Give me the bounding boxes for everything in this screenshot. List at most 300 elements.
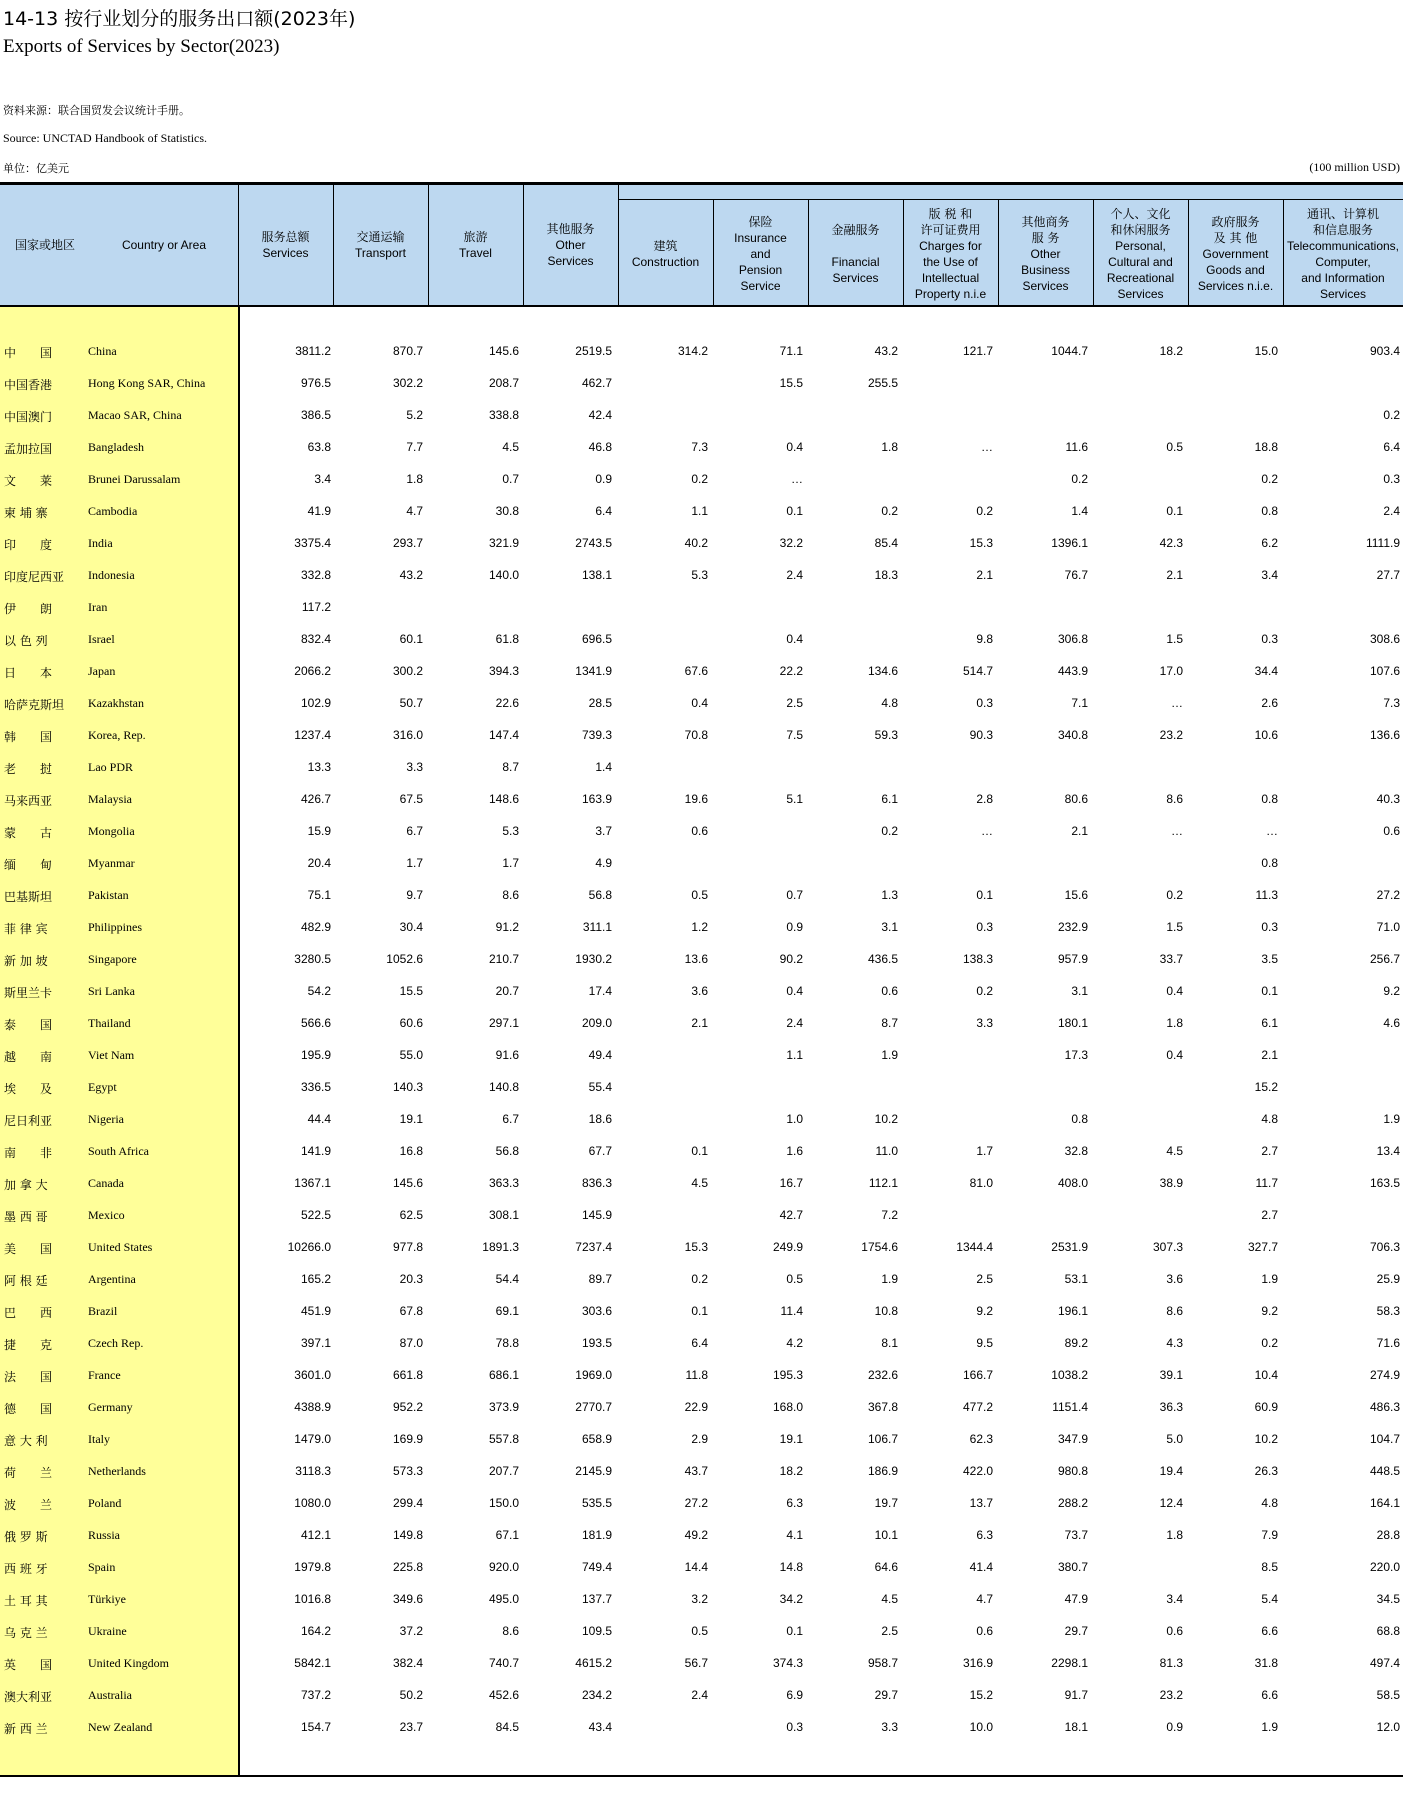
value-cell: 10.1: [874, 1528, 898, 1542]
value-cell: 81.0: [969, 1176, 993, 1190]
value-cell: 6.1: [881, 792, 898, 806]
value-cell: 0.3: [976, 696, 993, 710]
value-cell: 0.5: [691, 1624, 708, 1638]
header-travel: 旅游 Travel: [459, 230, 492, 260]
value-cell: 557.8: [488, 1432, 519, 1446]
value-cell: 138.1: [581, 568, 612, 582]
value-cell: 4.8: [881, 696, 898, 710]
value-cell: 209.0: [581, 1016, 612, 1030]
value-cell: 6.3: [976, 1528, 993, 1542]
value-cell: 1.9: [1261, 1272, 1278, 1286]
value-cell: 6.7: [502, 1112, 519, 1126]
country-name-en: Brunei Darussalam: [88, 472, 181, 486]
country-name-cn: 德 国: [4, 1402, 53, 1416]
value-cell: 0.1: [786, 1624, 803, 1638]
value-cell: 0.4: [786, 632, 803, 646]
table-row: [0, 1584, 1403, 1616]
value-cell: 4.7: [976, 1592, 993, 1606]
value-cell: 3.3: [881, 1720, 898, 1734]
value-cell: 451.9: [300, 1304, 331, 1318]
value-cell: 952.2: [392, 1400, 423, 1414]
value-cell: 9.2: [1261, 1304, 1278, 1318]
table-row: [0, 1552, 1403, 1584]
value-cell: 54.4: [495, 1272, 519, 1286]
value-cell: 1.9: [1383, 1112, 1400, 1126]
value-cell: 18.8: [1254, 440, 1278, 454]
value-cell: 0.1: [1261, 984, 1278, 998]
value-cell: 397.1: [300, 1336, 331, 1350]
value-cell: 3.5: [1261, 952, 1278, 966]
value-cell: 0.5: [691, 888, 708, 902]
table-row: [0, 1040, 1403, 1072]
country-name-en: New Zealand: [88, 1720, 153, 1734]
value-cell: 0.6: [881, 984, 898, 998]
value-cell: 56.8: [588, 888, 612, 902]
value-cell: 32.2: [779, 536, 803, 550]
value-cell: 394.3: [488, 664, 519, 678]
value-cell: 5.1: [786, 792, 803, 806]
header-other-services: 其他服务 Other Services: [546, 222, 595, 268]
value-cell: 249.9: [772, 1240, 803, 1254]
value-cell: 10.0: [969, 1720, 993, 1734]
value-cell: 19.1: [779, 1432, 803, 1446]
value-cell: 225.8: [392, 1560, 423, 1574]
value-cell: 2531.9: [1051, 1240, 1088, 1254]
table-row: [0, 1648, 1403, 1680]
table-row: [0, 912, 1403, 944]
value-cell: 426.7: [300, 792, 331, 806]
value-cell: 78.8: [495, 1336, 519, 1350]
table-row: [0, 688, 1403, 720]
value-cell: 2.9: [691, 1432, 708, 1446]
value-cell: 2.1: [1261, 1048, 1278, 1062]
value-cell: 4.5: [881, 1592, 898, 1606]
value-cell: 6.3: [786, 1496, 803, 1510]
value-cell: 422.0: [962, 1464, 993, 1478]
value-cell: 1111.9: [1365, 536, 1400, 550]
value-cell: 16.8: [399, 1144, 423, 1158]
country-name-cn: 菲 律 宾: [4, 922, 48, 936]
value-cell: 0.1: [691, 1304, 708, 1318]
value-cell: 2743.5: [575, 536, 612, 550]
value-cell: 67.5: [399, 792, 423, 806]
country-name-en: India: [88, 536, 113, 550]
value-cell: 980.8: [1057, 1464, 1088, 1478]
table-row: [0, 720, 1403, 752]
value-cell: 300.2: [392, 664, 423, 678]
table-row: [0, 1168, 1403, 1200]
value-cell: 0.8: [1261, 856, 1278, 870]
value-cell: 1.9: [881, 1272, 898, 1286]
value-cell: 0.3: [1261, 632, 1278, 646]
value-cell: 207.7: [488, 1464, 519, 1478]
country-name-cn: 印度尼西亚: [4, 570, 65, 584]
value-cell: 1052.6: [386, 952, 423, 966]
value-cell: 60.6: [399, 1016, 423, 1030]
value-cell: 47.9: [1064, 1592, 1088, 1606]
value-cell: 836.3: [581, 1176, 612, 1190]
value-cell: 316.0: [392, 728, 423, 742]
table-row: [0, 1456, 1403, 1488]
country-name-cn: 中国香港: [4, 378, 53, 392]
country-name-cn: 孟加拉国: [4, 442, 53, 456]
value-cell: 0.9: [595, 472, 612, 486]
value-cell: 443.9: [1057, 664, 1088, 678]
value-cell: 9.5: [976, 1336, 993, 1350]
value-cell: 832.4: [300, 632, 331, 646]
value-cell: 23.2: [1159, 1688, 1183, 1702]
value-cell: 522.5: [300, 1208, 331, 1222]
value-cell: 40.2: [684, 536, 708, 550]
value-cell: 19.6: [684, 792, 708, 806]
value-cell: 340.8: [1057, 728, 1088, 742]
value-cell: 1.4: [595, 760, 612, 774]
value-cell: 89.2: [1064, 1336, 1088, 1350]
value-cell: 299.4: [392, 1496, 423, 1510]
value-cell: 6.9: [786, 1688, 803, 1702]
value-cell: 90.2: [779, 952, 803, 966]
unit-en: (100 million USD): [1309, 160, 1400, 174]
country-name-cn: 南 非: [4, 1146, 53, 1160]
value-cell: 0.6: [1166, 1624, 1183, 1638]
table-row: [0, 1264, 1403, 1296]
value-cell: 2.4: [691, 1688, 708, 1702]
country-name-en: Israel: [88, 632, 115, 646]
value-cell: 514.7: [962, 664, 993, 678]
value-cell: 89.7: [588, 1272, 612, 1286]
value-cell: 149.8: [392, 1528, 423, 1542]
value-cell: 91.6: [495, 1048, 519, 1062]
value-cell: 4.3: [1166, 1336, 1183, 1350]
value-cell: 20.7: [495, 984, 519, 998]
value-cell: 14.8: [779, 1560, 803, 1574]
country-name-en: Brazil: [88, 1304, 118, 1318]
value-cell: 0.7: [502, 472, 519, 486]
value-cell: 307.3: [1152, 1240, 1183, 1254]
page-title-en: Exports of Services by Sector(2023): [3, 36, 280, 57]
value-cell: 1396.1: [1051, 536, 1088, 550]
value-cell: 367.8: [867, 1400, 898, 1414]
country-name-cn: 缅 甸: [4, 858, 53, 872]
value-cell: 2.7: [1261, 1208, 1278, 1222]
value-cell: 26.3: [1254, 1464, 1278, 1478]
value-cell: 34.4: [1254, 664, 1278, 678]
value-cell: 436.5: [867, 952, 898, 966]
value-cell: 363.3: [488, 1176, 519, 1190]
value-cell: 232.9: [1057, 920, 1088, 934]
value-cell: 0.4: [691, 696, 708, 710]
value-cell: 15.6: [1064, 888, 1088, 902]
country-name-cn: 以 色 列: [4, 634, 48, 648]
value-cell: 1.7: [406, 856, 423, 870]
table-row: [0, 976, 1403, 1008]
value-cell: 1479.0: [294, 1432, 331, 1446]
value-cell: 3.3: [976, 1016, 993, 1030]
country-name-cn: 巴 西: [4, 1306, 53, 1320]
value-cell: 1930.2: [575, 952, 612, 966]
value-cell: 8.1: [881, 1336, 898, 1350]
value-cell: 20.4: [307, 856, 331, 870]
value-cell: 10.4: [1254, 1368, 1278, 1382]
value-cell: 1.8: [1166, 1528, 1183, 1542]
value-cell: 55.4: [588, 1080, 612, 1094]
value-cell: 0.5: [1166, 440, 1183, 454]
value-cell: 958.7: [867, 1656, 898, 1670]
country-name-cn: 越 南: [4, 1050, 53, 1064]
value-cell: 0.4: [786, 440, 803, 454]
value-cell: 0.6: [976, 1624, 993, 1638]
value-cell: 1080.0: [294, 1496, 331, 1510]
value-cell: 22.9: [684, 1400, 708, 1414]
country-name-en: Malaysia: [88, 792, 132, 806]
table-row: [0, 1136, 1403, 1168]
value-cell: 4.5: [502, 440, 519, 454]
value-cell: 23.2: [1159, 728, 1183, 742]
value-cell: 1.1: [786, 1048, 803, 1062]
value-cell: 3.1: [1071, 984, 1088, 998]
value-cell: 38.9: [1159, 1176, 1183, 1190]
value-cell: 210.7: [488, 952, 519, 966]
value-cell: 145.6: [488, 344, 519, 358]
value-cell: 535.5: [581, 1496, 612, 1510]
value-cell: 2.8: [976, 792, 993, 806]
table-row: [0, 496, 1403, 528]
country-name-cn: 日 本: [4, 666, 53, 680]
value-cell: 4.2: [786, 1336, 803, 1350]
value-cell: 3811.2: [295, 344, 331, 358]
value-cell: 1.4: [1071, 504, 1088, 518]
country-name-cn: 伊 朗: [4, 602, 53, 616]
country-name-cn: 俄 罗 斯: [4, 1530, 48, 1544]
value-cell: 6.1: [1261, 1016, 1278, 1030]
table-row: [0, 368, 1403, 400]
value-cell: 232.6: [867, 1368, 898, 1382]
value-cell: 134.6: [867, 664, 898, 678]
value-cell: 448.5: [1369, 1464, 1400, 1478]
country-name-cn: 波 兰: [4, 1498, 53, 1512]
value-cell: 297.1: [488, 1016, 519, 1030]
value-cell: 5.4: [1261, 1592, 1278, 1606]
value-cell: 3.2: [691, 1592, 708, 1606]
value-cell: 0.2: [881, 824, 898, 838]
country-name-cn: 埃 及: [4, 1082, 53, 1096]
value-cell: 3375.4: [294, 536, 331, 550]
value-cell: 87.0: [399, 1336, 423, 1350]
table-row: [0, 1104, 1403, 1136]
value-cell: 19.1: [399, 1112, 423, 1126]
country-name-cn: 新 西 兰: [4, 1722, 48, 1736]
value-cell: 293.7: [392, 536, 423, 550]
country-name-cn: 阿 根 廷: [4, 1274, 48, 1288]
value-cell: 181.9: [581, 1528, 612, 1542]
value-cell: 11.4: [780, 1304, 803, 1318]
value-cell: 4.9: [595, 856, 612, 870]
table-row: [0, 1424, 1403, 1456]
value-cell: 150.0: [488, 1496, 519, 1510]
value-cell: 41.9: [307, 504, 331, 518]
value-cell: 486.3: [1369, 1400, 1400, 1414]
value-cell: 34.5: [1376, 1592, 1400, 1606]
country-name-en: Pakistan: [88, 888, 129, 902]
page-title-cn: 14-13 按行业划分的服务出口额(2023年): [3, 8, 356, 30]
value-cell: 1.5: [1166, 920, 1183, 934]
value-cell: 140.0: [488, 568, 519, 582]
value-cell: 0.1: [691, 1144, 708, 1158]
value-cell: 1.9: [881, 1048, 898, 1062]
table-bottom-rule: [0, 1775, 1403, 1777]
value-cell: 0.2: [1383, 408, 1400, 422]
header-insurance: 保险 Insurance and Pension Service: [734, 214, 787, 293]
value-cell: 15.2: [1254, 1080, 1278, 1094]
country-name-en: Mongolia: [88, 824, 135, 838]
header-financial: 金融服务 Financial Services: [831, 222, 880, 285]
value-cell: 1151.4: [1052, 1400, 1088, 1414]
value-cell: 482.9: [300, 920, 331, 934]
country-name-en: Italy: [88, 1432, 110, 1446]
value-cell: 4.1: [786, 1528, 803, 1542]
value-cell: 10.2: [874, 1112, 898, 1126]
value-cell: 7.5: [786, 728, 803, 742]
value-cell: 1.1: [691, 504, 708, 518]
value-cell: …: [791, 472, 803, 486]
value-cell: 566.6: [300, 1016, 331, 1030]
value-cell: 8.7: [881, 1016, 898, 1030]
value-cell: 749.4: [581, 1560, 612, 1574]
value-cell: 14.4: [684, 1560, 708, 1574]
value-cell: 8.6: [1166, 792, 1183, 806]
value-cell: 10.2: [1254, 1432, 1278, 1446]
country-name-en: Kazakhstan: [88, 696, 144, 710]
table-row: [0, 816, 1403, 848]
value-cell: 102.9: [300, 696, 331, 710]
value-cell: 6.4: [1383, 440, 1400, 454]
value-cell: 17.3: [1064, 1048, 1088, 1062]
value-cell: 58.5: [1376, 1688, 1400, 1702]
value-cell: 147.4: [488, 728, 519, 742]
value-cell: 107.6: [1369, 664, 1400, 678]
value-cell: 42.4: [588, 408, 612, 422]
header-government: 政府服务 及 其 他 Government Goods and Services n.i.e.: [1197, 214, 1274, 293]
country-name-en: Myanmar: [88, 856, 135, 870]
country-name-cn: 中国澳门: [4, 410, 53, 424]
value-cell: 13.7: [969, 1496, 993, 1510]
value-cell: 195.3: [772, 1368, 803, 1382]
source-cn: 资料来源：联合国贸发会议统计手册。: [3, 104, 190, 117]
unit-cn: 单位：亿美元: [3, 162, 69, 175]
value-cell: 1237.4: [294, 728, 331, 742]
value-cell: 6.6: [1261, 1624, 1278, 1638]
value-cell: 42.3: [1159, 536, 1183, 550]
value-cell: 55.0: [399, 1048, 423, 1062]
country-name-en: Macao SAR, China: [88, 408, 182, 422]
value-cell: 70.8: [684, 728, 708, 742]
value-cell: 3.1: [881, 920, 898, 934]
value-cell: 163.5: [1369, 1176, 1400, 1190]
value-cell: 327.7: [1247, 1240, 1278, 1254]
value-cell: 0.3: [976, 920, 993, 934]
value-cell: 67.8: [399, 1304, 423, 1318]
value-cell: 3.6: [691, 984, 708, 998]
value-cell: 112.1: [868, 1176, 898, 1190]
value-cell: 12.0: [1376, 1720, 1400, 1734]
value-cell: 0.1: [1166, 504, 1183, 518]
value-cell: 32.8: [1064, 1144, 1088, 1158]
value-cell: 4.8: [1261, 1496, 1278, 1510]
table-row: [0, 528, 1403, 560]
value-cell: 11.0: [875, 1144, 898, 1158]
header-personal: 个人、文化 和休闲服务 Personal, Cultural and Recreational Services: [1106, 206, 1175, 301]
value-cell: 0.1: [786, 504, 803, 518]
value-cell: 145.6: [392, 1176, 423, 1190]
value-cell: 76.7: [1064, 568, 1088, 582]
value-cell: 121.7: [962, 344, 993, 358]
country-name-cn: 西 班 牙: [4, 1562, 48, 1576]
value-cell: 73.7: [1064, 1528, 1088, 1542]
value-cell: 12.4: [1159, 1496, 1183, 1510]
value-cell: 195.9: [300, 1048, 331, 1062]
value-cell: 0.7: [786, 888, 803, 902]
country-name-cn: 加 拿 大: [4, 1178, 48, 1192]
country-name-cn: 墨 西 哥: [4, 1210, 48, 1224]
table-row: [0, 752, 1403, 784]
country-name-en: Philippines: [88, 920, 143, 934]
value-cell: 2.1: [976, 568, 993, 582]
value-cell: 497.4: [1369, 1656, 1400, 1670]
value-cell: 1754.6: [861, 1240, 898, 1254]
value-cell: 165.2: [300, 1272, 331, 1286]
value-cell: 46.8: [588, 440, 612, 454]
value-cell: 2298.1: [1051, 1656, 1088, 1670]
value-cell: 920.0: [488, 1560, 519, 1574]
value-cell: 17.4: [588, 984, 612, 998]
value-cell: 308.1: [488, 1208, 519, 1222]
value-cell: 4.6: [1383, 1016, 1400, 1030]
value-cell: 9.8: [976, 632, 993, 646]
country-name-en: Cambodia: [88, 504, 138, 518]
value-cell: 0.8: [1261, 504, 1278, 518]
value-cell: 8.5: [1261, 1560, 1278, 1574]
value-cell: 452.6: [488, 1688, 519, 1702]
value-cell: 193.5: [581, 1336, 612, 1350]
value-cell: 0.2: [881, 504, 898, 518]
value-cell: 5.3: [691, 568, 708, 582]
value-cell: 9.7: [406, 888, 423, 902]
header-construction: 建筑 Construction: [631, 238, 700, 269]
value-cell: 61.8: [495, 632, 519, 646]
value-cell: 84.5: [495, 1720, 519, 1734]
value-cell: 2.1: [1071, 824, 1088, 838]
country-name-en: Hong Kong SAR, China: [88, 376, 206, 390]
value-cell: 0.9: [1166, 1720, 1183, 1734]
value-cell: 0.4: [1166, 984, 1183, 998]
header-ip-charges: 版 税 和 许可证费用 Charges for the Use of Intellectual Property n.i.e: [914, 206, 987, 301]
value-cell: 1341.9: [575, 664, 612, 678]
value-cell: 0.3: [1261, 920, 1278, 934]
value-cell: 145.9: [581, 1208, 612, 1222]
country-name-cn: 蒙 古: [4, 826, 53, 840]
value-cell: 28.5: [588, 696, 612, 710]
value-cell: 164.2: [300, 1624, 331, 1638]
value-cell: 60.9: [1254, 1400, 1278, 1414]
value-cell: 163.9: [581, 792, 612, 806]
value-cell: 6.6: [1261, 1688, 1278, 1702]
value-cell: 1367.1: [294, 1176, 331, 1190]
value-cell: 3.7: [595, 824, 612, 838]
table-row: [0, 1360, 1403, 1392]
value-cell: 255.5: [867, 376, 898, 390]
value-cell: 3.3: [406, 760, 423, 774]
value-cell: 2.6: [1261, 696, 1278, 710]
